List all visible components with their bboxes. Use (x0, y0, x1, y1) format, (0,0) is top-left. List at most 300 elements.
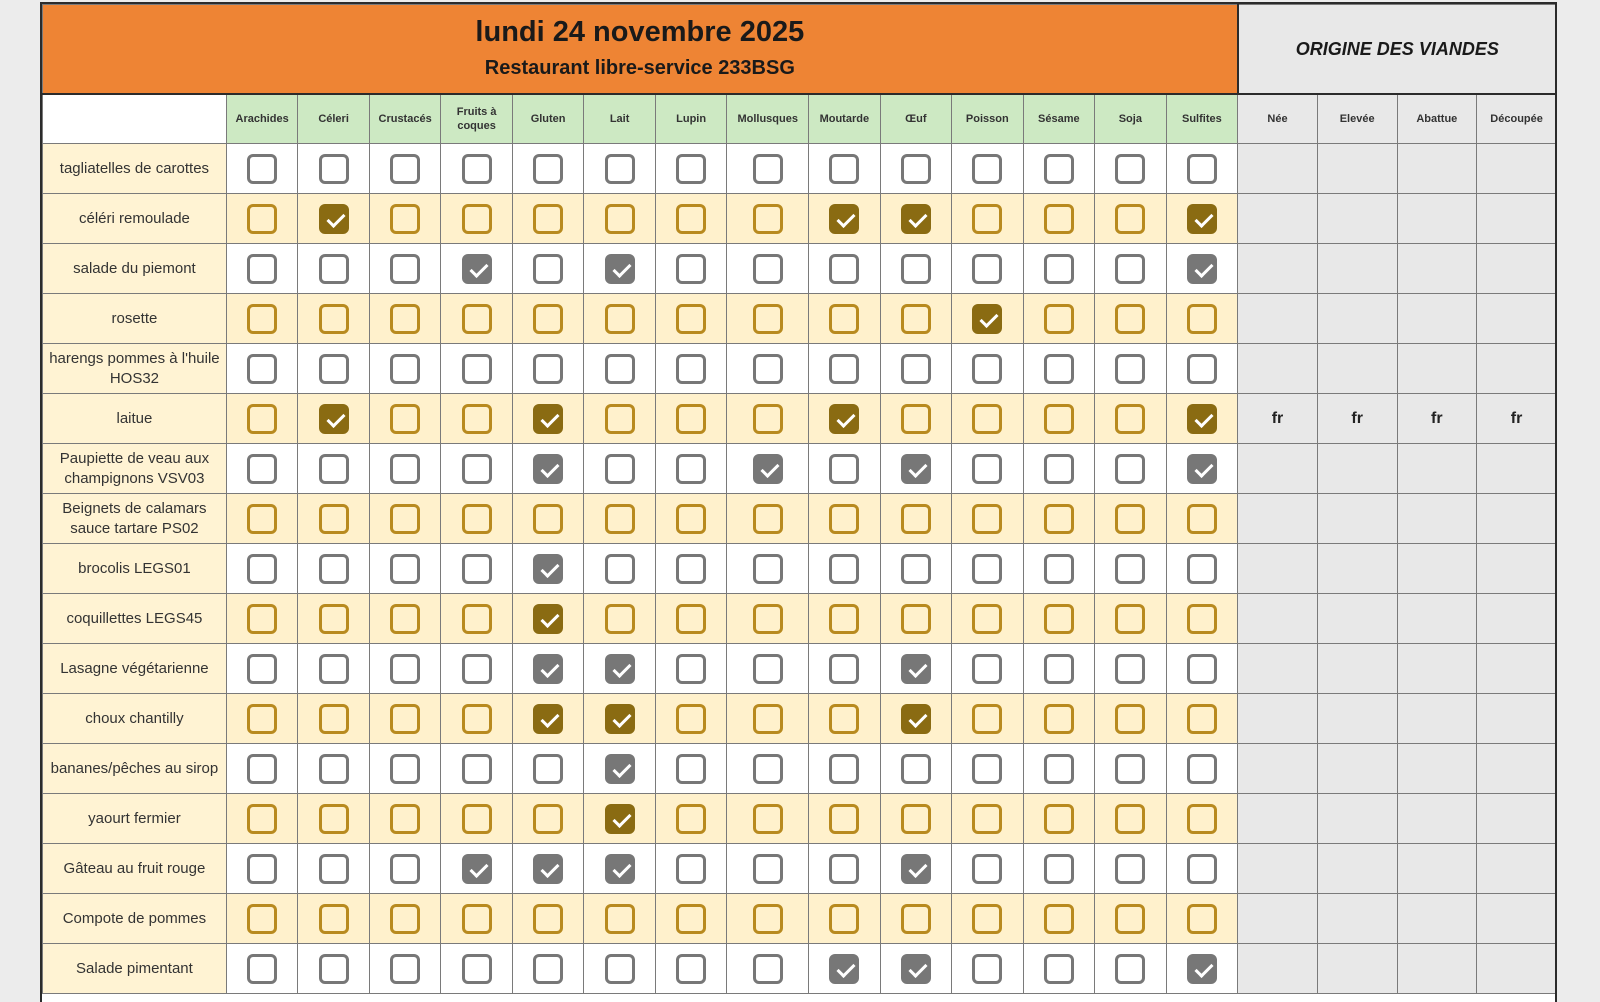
unchecked-checkbox[interactable] (1115, 404, 1145, 434)
unchecked-checkbox[interactable] (533, 904, 563, 934)
allergen-header: Gluten (512, 94, 584, 144)
unchecked-checkbox[interactable] (1044, 404, 1074, 434)
checked-checkbox[interactable] (319, 404, 349, 434)
allergen-cell (1095, 494, 1167, 544)
unchecked-checkbox[interactable] (676, 254, 706, 284)
unchecked-checkbox[interactable] (676, 504, 706, 534)
allergen-header: Œuf (880, 94, 952, 144)
dish-row (43, 544, 1557, 594)
allergen-cell (226, 344, 298, 394)
origin-value (1477, 744, 1557, 794)
unchecked-checkbox[interactable] (533, 354, 563, 384)
unchecked-checkbox[interactable] (676, 954, 706, 984)
unchecked-checkbox[interactable] (390, 254, 420, 284)
unchecked-checkbox[interactable] (901, 904, 931, 934)
unchecked-checkbox[interactable] (1187, 754, 1217, 784)
unchecked-checkbox[interactable] (247, 504, 277, 534)
unchecked-checkbox[interactable] (972, 204, 1002, 234)
origin-title: ORIGINE DES VIANDES (1238, 5, 1557, 95)
unchecked-checkbox[interactable] (533, 504, 563, 534)
unchecked-checkbox[interactable] (753, 904, 783, 934)
unchecked-checkbox[interactable] (319, 954, 349, 984)
unchecked-checkbox[interactable] (319, 604, 349, 634)
checked-checkbox[interactable] (462, 854, 492, 884)
unchecked-checkbox[interactable] (1115, 204, 1145, 234)
unchecked-checkbox[interactable] (829, 504, 859, 534)
unchecked-checkbox[interactable] (901, 254, 931, 284)
unchecked-checkbox[interactable] (753, 954, 783, 984)
unchecked-checkbox[interactable] (1044, 604, 1074, 634)
unchecked-checkbox[interactable] (462, 454, 492, 484)
unchecked-checkbox[interactable] (1115, 604, 1145, 634)
unchecked-checkbox[interactable] (247, 304, 277, 334)
unchecked-checkbox[interactable] (390, 404, 420, 434)
unchecked-checkbox[interactable] (753, 854, 783, 884)
unchecked-checkbox[interactable] (1044, 304, 1074, 334)
unchecked-checkbox[interactable] (829, 854, 859, 884)
unchecked-checkbox[interactable] (1115, 154, 1145, 184)
unchecked-checkbox[interactable] (462, 654, 492, 684)
unchecked-checkbox[interactable] (605, 904, 635, 934)
origin-value (1238, 294, 1318, 344)
allergen-cell (1095, 644, 1167, 694)
allergen-cell (369, 744, 441, 794)
unchecked-checkbox[interactable] (901, 304, 931, 334)
dish-name: harengs pommes à l'huile HOS32 (43, 344, 227, 394)
allergen-cell (727, 394, 809, 444)
unchecked-checkbox[interactable] (319, 154, 349, 184)
allergen-cell (369, 244, 441, 294)
unchecked-checkbox[interactable] (753, 804, 783, 834)
unchecked-checkbox[interactable] (319, 304, 349, 334)
unchecked-checkbox[interactable] (753, 204, 783, 234)
unchecked-checkbox[interactable] (533, 154, 563, 184)
unchecked-checkbox[interactable] (1187, 554, 1217, 584)
checked-checkbox[interactable] (533, 854, 563, 884)
unchecked-checkbox[interactable] (676, 204, 706, 234)
unchecked-checkbox[interactable] (390, 554, 420, 584)
unchecked-checkbox[interactable] (533, 804, 563, 834)
unchecked-checkbox[interactable] (462, 804, 492, 834)
unchecked-checkbox[interactable] (1187, 854, 1217, 884)
dish-row (43, 444, 1557, 494)
allergen-cell (952, 744, 1024, 794)
unchecked-checkbox[interactable] (247, 804, 277, 834)
unchecked-checkbox[interactable] (533, 954, 563, 984)
unchecked-checkbox[interactable] (1044, 904, 1074, 934)
unchecked-checkbox[interactable] (676, 704, 706, 734)
unchecked-checkbox[interactable] (605, 554, 635, 584)
allergen-cell (1166, 694, 1238, 744)
unchecked-checkbox[interactable] (390, 504, 420, 534)
unchecked-checkbox[interactable] (972, 154, 1002, 184)
unchecked-checkbox[interactable] (972, 504, 1002, 534)
unchecked-checkbox[interactable] (1115, 454, 1145, 484)
unchecked-checkbox[interactable] (972, 904, 1002, 934)
unchecked-checkbox[interactable] (390, 204, 420, 234)
unchecked-checkbox[interactable] (1044, 254, 1074, 284)
origin-value (1477, 594, 1557, 644)
unchecked-checkbox[interactable] (605, 454, 635, 484)
checked-checkbox[interactable] (901, 204, 931, 234)
unchecked-checkbox[interactable] (605, 204, 635, 234)
checked-checkbox[interactable] (605, 804, 635, 834)
checked-checkbox[interactable] (533, 404, 563, 434)
allergen-cell (809, 644, 881, 694)
unchecked-checkbox[interactable] (676, 554, 706, 584)
allergen-cell (1023, 494, 1095, 544)
unchecked-checkbox[interactable] (247, 604, 277, 634)
unchecked-checkbox[interactable] (972, 754, 1002, 784)
unchecked-checkbox[interactable] (1044, 554, 1074, 584)
unchecked-checkbox[interactable] (676, 754, 706, 784)
allergen-cell (952, 394, 1024, 444)
checked-checkbox[interactable] (901, 954, 931, 984)
unchecked-checkbox[interactable] (462, 504, 492, 534)
unchecked-checkbox[interactable] (1115, 254, 1145, 284)
allergen-cell (655, 444, 727, 494)
unchecked-checkbox[interactable] (462, 304, 492, 334)
origin-value (1397, 244, 1477, 294)
checked-checkbox[interactable] (533, 454, 563, 484)
unchecked-checkbox[interactable] (829, 354, 859, 384)
checked-checkbox[interactable] (829, 404, 859, 434)
unchecked-checkbox[interactable] (605, 404, 635, 434)
unchecked-checkbox[interactable] (901, 804, 931, 834)
unchecked-checkbox[interactable] (605, 954, 635, 984)
checked-checkbox[interactable] (533, 704, 563, 734)
dish-name: Lasagne végétarienne (43, 644, 227, 694)
allergen-cell (952, 194, 1024, 244)
unchecked-checkbox[interactable] (319, 854, 349, 884)
allergen-table (42, 4, 1557, 994)
unchecked-checkbox[interactable] (753, 504, 783, 534)
unchecked-checkbox[interactable] (1115, 804, 1145, 834)
allergen-cell (727, 694, 809, 744)
unchecked-checkbox[interactable] (753, 254, 783, 284)
unchecked-checkbox[interactable] (901, 754, 931, 784)
unchecked-checkbox[interactable] (1115, 654, 1145, 684)
allergen-cell (441, 244, 513, 294)
allergen-cell (512, 394, 584, 444)
allergen-cell (1166, 644, 1238, 694)
unchecked-checkbox[interactable] (1187, 654, 1217, 684)
unchecked-checkbox[interactable] (462, 404, 492, 434)
unchecked-checkbox[interactable] (901, 504, 931, 534)
unchecked-checkbox[interactable] (753, 354, 783, 384)
unchecked-checkbox[interactable] (390, 654, 420, 684)
unchecked-checkbox[interactable] (1044, 204, 1074, 234)
allergen-cell (512, 294, 584, 344)
dish-row (43, 744, 1557, 794)
checked-checkbox[interactable] (533, 554, 563, 584)
checked-checkbox[interactable] (462, 254, 492, 284)
unchecked-checkbox[interactable] (972, 404, 1002, 434)
unchecked-checkbox[interactable] (829, 304, 859, 334)
unchecked-checkbox[interactable] (462, 904, 492, 934)
menu-date: lundi 24 novembre 2025 (475, 16, 805, 48)
unchecked-checkbox[interactable] (1115, 854, 1145, 884)
unchecked-checkbox[interactable] (390, 704, 420, 734)
unchecked-checkbox[interactable] (247, 904, 277, 934)
unchecked-checkbox[interactable] (901, 154, 931, 184)
unchecked-checkbox[interactable] (676, 804, 706, 834)
unchecked-checkbox[interactable] (972, 554, 1002, 584)
unchecked-checkbox[interactable] (829, 904, 859, 934)
unchecked-checkbox[interactable] (319, 454, 349, 484)
unchecked-checkbox[interactable] (753, 704, 783, 734)
unchecked-checkbox[interactable] (676, 354, 706, 384)
unchecked-checkbox[interactable] (1187, 354, 1217, 384)
checked-checkbox[interactable] (829, 204, 859, 234)
checked-checkbox[interactable] (753, 454, 783, 484)
unchecked-checkbox[interactable] (829, 604, 859, 634)
unchecked-checkbox[interactable] (319, 904, 349, 934)
allergen-cell (512, 844, 584, 894)
unchecked-checkbox[interactable] (319, 504, 349, 534)
unchecked-checkbox[interactable] (676, 154, 706, 184)
checked-checkbox[interactable] (1187, 454, 1217, 484)
unchecked-checkbox[interactable] (605, 354, 635, 384)
unchecked-checkbox[interactable] (1044, 354, 1074, 384)
unchecked-checkbox[interactable] (1115, 354, 1145, 384)
unchecked-checkbox[interactable] (972, 254, 1002, 284)
unchecked-checkbox[interactable] (247, 204, 277, 234)
unchecked-checkbox[interactable] (247, 254, 277, 284)
unchecked-checkbox[interactable] (605, 504, 635, 534)
allergen-cell (1023, 844, 1095, 894)
dish-row (43, 194, 1557, 244)
checked-checkbox[interactable] (901, 654, 931, 684)
unchecked-checkbox[interactable] (901, 604, 931, 634)
unchecked-checkbox[interactable] (462, 354, 492, 384)
dish-row (43, 794, 1557, 844)
unchecked-checkbox[interactable] (972, 854, 1002, 884)
unchecked-checkbox[interactable] (1044, 754, 1074, 784)
unchecked-checkbox[interactable] (1115, 704, 1145, 734)
checked-checkbox[interactable] (901, 854, 931, 884)
unchecked-checkbox[interactable] (1115, 304, 1145, 334)
unchecked-checkbox[interactable] (753, 304, 783, 334)
unchecked-checkbox[interactable] (1187, 804, 1217, 834)
origin-column-header: Elevée (1317, 94, 1397, 144)
unchecked-checkbox[interactable] (247, 454, 277, 484)
checked-checkbox[interactable] (605, 854, 635, 884)
unchecked-checkbox[interactable] (462, 754, 492, 784)
unchecked-checkbox[interactable] (972, 454, 1002, 484)
unchecked-checkbox[interactable] (462, 604, 492, 634)
checked-checkbox[interactable] (1187, 204, 1217, 234)
checked-checkbox[interactable] (605, 254, 635, 284)
unchecked-checkbox[interactable] (533, 754, 563, 784)
unchecked-checkbox[interactable] (676, 654, 706, 684)
unchecked-checkbox[interactable] (753, 554, 783, 584)
dish-name: Paupiette de veau aux champignons VSV03 (43, 444, 227, 494)
unchecked-checkbox[interactable] (390, 604, 420, 634)
unchecked-checkbox[interactable] (972, 604, 1002, 634)
origin-value (1397, 944, 1477, 994)
unchecked-checkbox[interactable] (829, 654, 859, 684)
checked-checkbox[interactable] (319, 204, 349, 234)
unchecked-checkbox[interactable] (829, 254, 859, 284)
unchecked-checkbox[interactable] (753, 754, 783, 784)
checked-checkbox[interactable] (605, 704, 635, 734)
unchecked-checkbox[interactable] (676, 404, 706, 434)
dish-name: coquillettes LEGS45 (43, 594, 227, 644)
unchecked-checkbox[interactable] (319, 354, 349, 384)
unchecked-checkbox[interactable] (829, 704, 859, 734)
unchecked-checkbox[interactable] (319, 654, 349, 684)
unchecked-checkbox[interactable] (753, 404, 783, 434)
origin-value (1477, 344, 1557, 394)
unchecked-checkbox[interactable] (533, 254, 563, 284)
unchecked-checkbox[interactable] (1187, 604, 1217, 634)
unchecked-checkbox[interactable] (247, 954, 277, 984)
unchecked-checkbox[interactable] (462, 704, 492, 734)
unchecked-checkbox[interactable] (319, 754, 349, 784)
unchecked-checkbox[interactable] (247, 154, 277, 184)
unchecked-checkbox[interactable] (972, 354, 1002, 384)
unchecked-checkbox[interactable] (676, 904, 706, 934)
unchecked-checkbox[interactable] (462, 554, 492, 584)
unchecked-checkbox[interactable] (1044, 804, 1074, 834)
title-banner (43, 5, 1238, 95)
unchecked-checkbox[interactable] (972, 704, 1002, 734)
allergen-cell (952, 944, 1024, 994)
allergen-cell (1166, 144, 1238, 194)
unchecked-checkbox[interactable] (390, 304, 420, 334)
unchecked-checkbox[interactable] (1044, 154, 1074, 184)
unchecked-checkbox[interactable] (1187, 304, 1217, 334)
allergen-cell (298, 544, 370, 594)
unchecked-checkbox[interactable] (605, 154, 635, 184)
unchecked-checkbox[interactable] (533, 304, 563, 334)
unchecked-checkbox[interactable] (1187, 154, 1217, 184)
unchecked-checkbox[interactable] (829, 454, 859, 484)
allergen-cell (727, 294, 809, 344)
unchecked-checkbox[interactable] (753, 154, 783, 184)
origin-value (1477, 694, 1557, 744)
allergen-cell (584, 894, 656, 944)
unchecked-checkbox[interactable] (462, 154, 492, 184)
unchecked-checkbox[interactable] (829, 154, 859, 184)
unchecked-checkbox[interactable] (972, 954, 1002, 984)
unchecked-checkbox[interactable] (247, 854, 277, 884)
checked-checkbox[interactable] (972, 304, 1002, 334)
checked-checkbox[interactable] (1187, 254, 1217, 284)
checked-checkbox[interactable] (1187, 954, 1217, 984)
unchecked-checkbox[interactable] (390, 804, 420, 834)
unchecked-checkbox[interactable] (390, 154, 420, 184)
allergen-cell (809, 444, 881, 494)
unchecked-checkbox[interactable] (1187, 904, 1217, 934)
unchecked-checkbox[interactable] (247, 554, 277, 584)
unchecked-checkbox[interactable] (390, 754, 420, 784)
unchecked-checkbox[interactable] (1044, 854, 1074, 884)
allergen-cell (655, 694, 727, 744)
allergen-cell (1023, 394, 1095, 444)
unchecked-checkbox[interactable] (1187, 704, 1217, 734)
unchecked-checkbox[interactable] (247, 404, 277, 434)
unchecked-checkbox[interactable] (319, 254, 349, 284)
unchecked-checkbox[interactable] (753, 604, 783, 634)
unchecked-checkbox[interactable] (1044, 954, 1074, 984)
unchecked-checkbox[interactable] (247, 704, 277, 734)
allergen-header: Moutarde (809, 94, 881, 144)
allergen-cell (512, 544, 584, 594)
unchecked-checkbox[interactable] (1044, 454, 1074, 484)
checked-checkbox[interactable] (605, 654, 635, 684)
unchecked-checkbox[interactable] (247, 354, 277, 384)
unchecked-checkbox[interactable] (533, 204, 563, 234)
unchecked-checkbox[interactable] (1115, 904, 1145, 934)
unchecked-checkbox[interactable] (462, 954, 492, 984)
unchecked-checkbox[interactable] (319, 804, 349, 834)
unchecked-checkbox[interactable] (319, 704, 349, 734)
checked-checkbox[interactable] (1187, 404, 1217, 434)
unchecked-checkbox[interactable] (1044, 704, 1074, 734)
unchecked-checkbox[interactable] (1044, 504, 1074, 534)
origin-value (1397, 194, 1477, 244)
unchecked-checkbox[interactable] (390, 354, 420, 384)
dish-row (43, 844, 1557, 894)
unchecked-checkbox[interactable] (1115, 754, 1145, 784)
unchecked-checkbox[interactable] (1115, 954, 1145, 984)
allergen-cell (441, 594, 513, 644)
unchecked-checkbox[interactable] (829, 554, 859, 584)
unchecked-checkbox[interactable] (605, 604, 635, 634)
unchecked-checkbox[interactable] (1044, 654, 1074, 684)
unchecked-checkbox[interactable] (1187, 504, 1217, 534)
unchecked-checkbox[interactable] (390, 904, 420, 934)
checked-checkbox[interactable] (829, 954, 859, 984)
allergen-cell (226, 794, 298, 844)
unchecked-checkbox[interactable] (390, 954, 420, 984)
unchecked-checkbox[interactable] (247, 654, 277, 684)
unchecked-checkbox[interactable] (676, 854, 706, 884)
unchecked-checkbox[interactable] (462, 204, 492, 234)
unchecked-checkbox[interactable] (390, 454, 420, 484)
unchecked-checkbox[interactable] (390, 854, 420, 884)
unchecked-checkbox[interactable] (753, 654, 783, 684)
unchecked-checkbox[interactable] (605, 304, 635, 334)
allergen-cell (369, 144, 441, 194)
unchecked-checkbox[interactable] (1115, 554, 1145, 584)
unchecked-checkbox[interactable] (901, 354, 931, 384)
unchecked-checkbox[interactable] (829, 754, 859, 784)
checked-checkbox[interactable] (605, 754, 635, 784)
unchecked-checkbox[interactable] (1115, 504, 1145, 534)
allergen-cell (880, 344, 952, 394)
checked-checkbox[interactable] (901, 454, 931, 484)
unchecked-checkbox[interactable] (901, 404, 931, 434)
allergen-cell (441, 294, 513, 344)
unchecked-checkbox[interactable] (676, 304, 706, 334)
unchecked-checkbox[interactable] (972, 654, 1002, 684)
allergen-cell (298, 594, 370, 644)
unchecked-checkbox[interactable] (676, 454, 706, 484)
unchecked-checkbox[interactable] (829, 804, 859, 834)
unchecked-checkbox[interactable] (972, 804, 1002, 834)
checked-checkbox[interactable] (901, 704, 931, 734)
checked-checkbox[interactable] (533, 654, 563, 684)
unchecked-checkbox[interactable] (676, 604, 706, 634)
unchecked-checkbox[interactable] (901, 554, 931, 584)
checked-checkbox[interactable] (533, 604, 563, 634)
unchecked-checkbox[interactable] (247, 754, 277, 784)
allergen-cell (512, 144, 584, 194)
unchecked-checkbox[interactable] (319, 554, 349, 584)
